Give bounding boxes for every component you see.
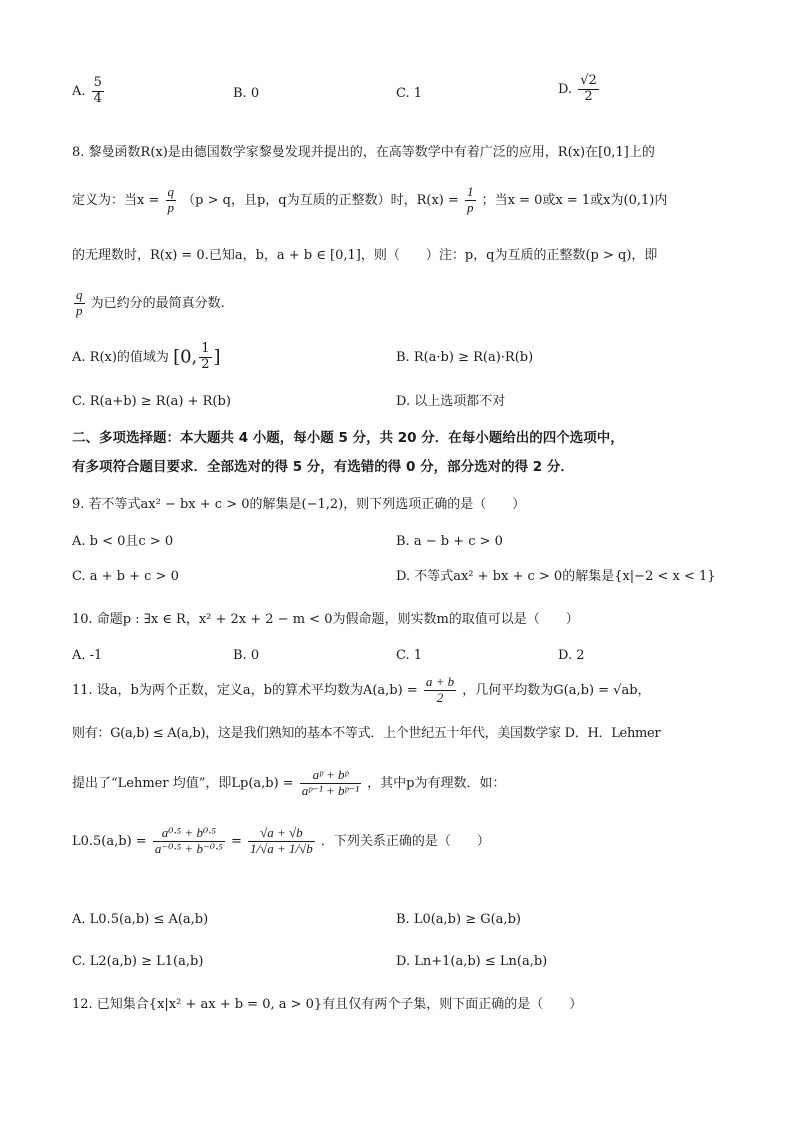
q8-line-1: 8. 黎曼函数R(x)是由德国数学家黎曼发现并提出的，在高等数学中有着广泛的应用，R(x)在[0,1]上的 [72,145,655,160]
q10-option-a: A. -1 [72,648,103,663]
q9-option-b: B. a − b + c > 0 [396,534,503,549]
fraction [465,185,476,216]
numerator: aᵖ + bᵖ [300,768,361,784]
denominator: 2 [201,356,210,372]
q12-stem: 12. 已知集合{x|x² + ax + b = 0, a > 0}有且仅有两个子集，则下面正确的是（ ） [72,997,583,1012]
text: ，几何平均数为G(a,b) = √ab， [462,682,651,698]
fraction [578,74,599,105]
text: 提出了“Lehmer 均值”，即Lp(a,b) = [72,775,294,791]
fraction [424,675,456,706]
text: ；当x = 0或x = 1或x为(0,1)内 [481,192,668,208]
section-heading-line-2: 有多项符合题目要求．全部选对的得 5 分，有选错的得 0 分，部分选对的得 2 分． [72,459,574,475]
q9-option-a: A. b < 0且c > 0 [72,534,174,549]
fraction [74,288,85,319]
q11-option-a: A. L0.5(a,b) ≤ A(a,b) [72,912,209,927]
denominator: p [76,302,83,318]
denominator: 4 [93,90,102,106]
equals: = [230,833,242,849]
text: ．下列关系正确的是（ ） [320,833,490,849]
fraction [300,768,361,799]
fraction [153,826,225,857]
q8-line-2 [72,185,734,216]
numerator: q [76,287,83,302]
option-label: D. [558,81,573,97]
fraction [166,185,177,216]
text: 为已约分的最简真分数. [90,295,225,311]
denominator: a⁻⁰·⁵ + b⁻⁰·⁵ [154,840,223,856]
numerator: √a + √b [248,826,315,842]
denominator: 2 [436,689,444,705]
q7-option-a [72,76,106,107]
q8-option-c: C. R(a+b) ≥ R(a) + R(b) [72,394,231,409]
q10-option-b: B. 0 [233,648,260,663]
q8-option-d: D. 以上选项都不对 [396,394,506,409]
text: A. R(x)的值域为 [72,349,169,365]
numerator: q [167,184,174,199]
fraction [92,76,104,107]
q11-option-d: D. Ln+1(a,b) ≤ Ln(a,b) [396,954,548,969]
q11-line-3 [72,768,734,799]
q7-option-d [558,74,601,105]
q11-option-b: B. L0(a,b) ≥ G(a,b) [396,912,521,927]
bracket: ] [213,346,221,368]
text: ，其中p为有理数．如： [367,775,506,791]
q8-option-a [72,342,221,373]
q11-option-c: C. L2(a,b) ≥ L1(a,b) [72,954,204,969]
numerator: a⁰·⁵ + b⁰·⁵ [153,826,225,842]
q9-option-d: D. 不等式ax² + bx + c > 0的解集是{x|−2 < x < 1} [396,569,716,584]
denominator: p [167,199,174,215]
q10-option-c: C. 1 [396,648,423,663]
q8-line-4 [72,288,734,319]
option-label: A. [72,83,86,99]
numerator: 1 [467,184,474,199]
q7-option-c: C. 1 [396,86,423,101]
denominator: 2 [584,88,593,104]
fraction [248,826,315,857]
text: （p > q，且p，q为互质的正整数）时，R(x) = [182,192,459,208]
q11-line-1 [72,675,734,706]
q9-stem: 9. 若不等式ax² − bx + c > 0的解集是(−1,2)，则下列选项正确的是（ ） [72,497,526,512]
q7-option-b: B. 0 [233,86,260,101]
bracket: [0, [173,346,198,368]
denominator: aᵖ⁻¹ + bᵖ⁻¹ [301,782,359,798]
fraction [199,342,211,373]
q10-option-d: D. 2 [558,648,585,663]
q9-option-c: C. a + b + c > 0 [72,569,179,584]
q11-line-2: 则有：G(a,b) ≤ A(a,b)，这是我们熟知的基本不等式．上个世纪五十年代，美国数学家 D．H．Lehmer [72,726,661,741]
denominator: 1/√a + 1/√b [249,840,313,856]
numerator: 5 [93,75,102,90]
denominator: p [467,199,474,215]
text: L0.5(a,b) = [72,833,147,849]
text: 定义为：当x = [72,192,160,208]
text: 11. 设a，b为两个正数，定义a，b的算术平均数为A(a,b) = [72,682,418,698]
numerator: √2 [580,73,597,88]
q11-line-4 [72,826,734,857]
q8-option-b: B. R(a·b) ≥ R(a)·R(b) [396,350,534,365]
q8-line-3: 的无理数时，R(x) = 0.已知a，b，a + b ∈ [0,1]，则（ ）注：p，q为互质的正整数(p > q)，即 [72,248,658,263]
section-heading-line-1: 二、多项选择题：本大题共 4 小题，每小题 5 分，共 20 分．在每小题给出的四个选项中， [72,430,624,446]
numerator: a + b [425,674,455,689]
q10-stem: 10. 命题p : ∃x ∈ R，x² + 2x + 2 − m < 0为假命题，则实数m的取值可以是（ ） [72,612,579,627]
numerator: 1 [201,341,210,356]
